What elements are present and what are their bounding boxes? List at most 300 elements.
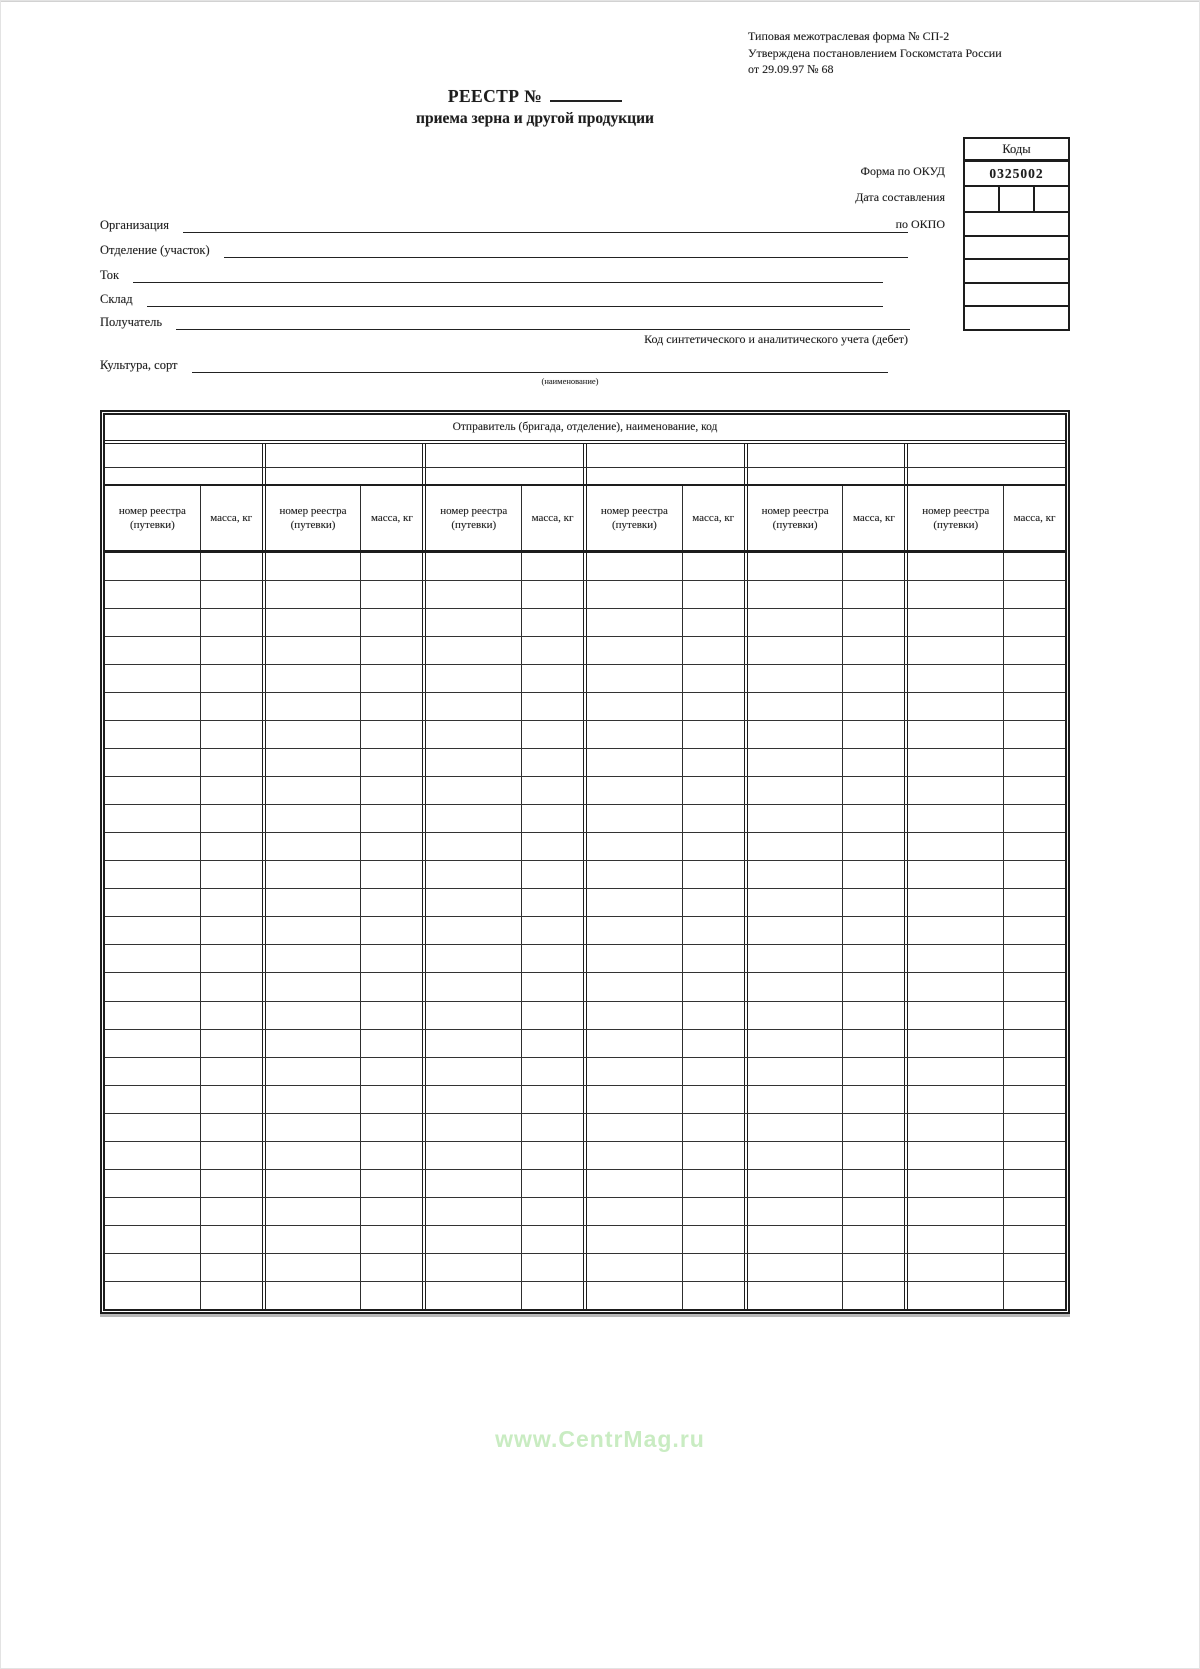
sender-group-cell [105,665,262,692]
sender-group-cell [904,1282,1065,1309]
table-cell-number [266,973,361,1000]
table-cell-mass [842,945,904,972]
table-cell-number [266,553,361,580]
sender-group-cell [583,721,744,748]
watermark: www.CentrMag.ru [495,1426,705,1452]
sender-group-cell [904,777,1065,804]
table-cell-mass [200,609,262,636]
sender-group-cell [422,1086,583,1113]
sender-header-label: Отправитель (бригада, отделение), наименование, код [452,421,718,433]
sender-group-cell [744,486,905,550]
table-cell-mass [842,1058,904,1085]
sender-group-cell [904,609,1065,636]
table-cell-number [105,833,200,860]
sender-group-cell [583,1198,744,1225]
table-cell-number [748,693,843,720]
sender-group-cell [904,665,1065,692]
field-label: Получатель [100,315,163,329]
table-cell-mass [842,693,904,720]
table-cell-mass [842,1086,904,1113]
table-cell-mass [200,889,262,916]
table-cell-mass [360,1282,422,1309]
sender-group-cell [105,444,262,467]
table-cell-number [105,1226,200,1253]
sender-group-cell [583,1114,744,1141]
table-cell-number [908,665,1003,692]
okpo-code-cell [965,211,1068,235]
sender-group-cell [904,1002,1065,1029]
table-cell-mass [682,1170,744,1197]
table-cell-number [587,1198,682,1225]
table-row [105,1225,1065,1253]
sender-group-cell [262,486,423,550]
table-cell-number [748,609,843,636]
sender-group-cell [105,1198,262,1225]
sender-group-cell [904,444,1065,467]
table-cell-number [426,749,521,776]
sender-group-cell [262,609,423,636]
sender-group-cell [744,1170,905,1197]
table-cell-number [266,665,361,692]
table-cell-number [587,553,682,580]
table-cell-mass [1003,945,1065,972]
table-cell-number [908,1282,1003,1309]
sender-group-cell [105,553,262,580]
sender-group-cell [262,468,423,484]
table-cell-number [105,749,200,776]
table-cell-mass [521,1282,583,1309]
table-cell-number [748,665,843,692]
sender-group-cell [904,1254,1065,1281]
table-cell-number [908,581,1003,608]
table-cell-number [587,1058,682,1085]
table-cell-number [587,1282,682,1309]
table-cell-number [426,973,521,1000]
sender-group-cell [262,1198,423,1225]
table-cell-number [426,553,521,580]
sender-group-cell [105,1002,262,1029]
sender-group-cell [262,721,423,748]
table-cell-mass [682,889,744,916]
sender-group-cell [904,1058,1065,1085]
table-cell-number [426,665,521,692]
table-cell-number [748,581,843,608]
field-label: Культура, сорт [100,358,178,372]
table-cell-mass [1003,1114,1065,1141]
field-underline [147,285,883,307]
table-row [105,860,1065,888]
field-underline [176,308,910,330]
table-cell-mass [360,1058,422,1085]
table-cell-number [426,1030,521,1057]
table-cell-number [748,833,843,860]
form-note-line: от 29.09.97 № 68 [748,62,834,76]
table-cell-mass [521,917,583,944]
sender-group-cell [583,833,744,860]
table-cell-mass [360,861,422,888]
table-cell-number [426,637,521,664]
table-cell-mass [360,581,422,608]
sender-group-cell [583,973,744,1000]
table-cell-number [105,973,200,1000]
sender-group-cell [744,777,905,804]
table-cell-number [266,833,361,860]
table-cell-mass [1003,917,1065,944]
sender-group-cell [422,609,583,636]
table-cell-mass [360,1086,422,1113]
sender-group-cell [105,945,262,972]
table-cell-number [748,861,843,888]
register-table [100,410,1070,1314]
col-number-header: номер реестра (путевки) [279,504,347,531]
table-cell-number [587,1142,682,1169]
sender-group-cell [583,1058,744,1085]
table-cell-mass [682,861,744,888]
sender-group-cell [422,553,583,580]
table-cell-number [587,721,682,748]
table-cell-mass [360,1030,422,1057]
table-cell-number [266,749,361,776]
table-cell-number [266,1058,361,1085]
sender-group-cell [262,1058,423,1085]
sender-group-cell [744,721,905,748]
sender-group-cell [583,1226,744,1253]
table-cell-number [908,721,1003,748]
table-cell-number [105,609,200,636]
table-cell-mass [842,637,904,664]
table-cell-number [748,889,843,916]
field-underline [183,211,908,233]
table-cell-number [748,1170,843,1197]
sender-group-cell [904,973,1065,1000]
form-note [748,28,1078,78]
date-code-row [965,185,1068,211]
table-cell-mass [842,861,904,888]
sender-group-cell [422,1114,583,1141]
table-cell-mass [521,805,583,832]
sender-group-cell [744,1086,905,1113]
table-cell-number [105,721,200,748]
sender-group-cell [583,468,744,484]
table-row [105,1253,1065,1281]
table-cell-number [587,1114,682,1141]
table-cell-number [266,637,361,664]
table-cell-number [908,1114,1003,1141]
col-number-header: номер реестра (путевки) [440,504,508,531]
table-cell-mass [682,805,744,832]
sender-group-cell [904,693,1065,720]
table-cell-number [105,1198,200,1225]
table-row [105,692,1065,720]
table-cell-mass [521,973,583,1000]
table-cell-mass [842,749,904,776]
table-row [105,1281,1065,1309]
table-cell-mass [200,637,262,664]
table-cell-number [105,1254,200,1281]
table-cell-mass [521,945,583,972]
table-cell-number [105,1142,200,1169]
sender-group-cell [904,917,1065,944]
table-cell-number [105,805,200,832]
table-cell-number [587,1170,682,1197]
sender-group-cell [422,1198,583,1225]
sender-group-cell [262,833,423,860]
table-cell-number [266,581,361,608]
sender-code-row [105,468,1065,486]
table-cell-number [908,833,1003,860]
sender-group-cell [904,1170,1065,1197]
table-row [105,636,1065,664]
table-cell-number [426,917,521,944]
culture-sublabel: (наименование) [541,376,599,386]
sender-group-cell [105,637,262,664]
sender-group-cell [262,889,423,916]
table-cell-number [587,637,682,664]
table-cell-number [426,693,521,720]
table-cell-mass [521,581,583,608]
table-cell-mass [200,945,262,972]
sender-group-cell [262,693,423,720]
table-cell-number [908,889,1003,916]
table-cell-mass [360,1254,422,1281]
sender-group-cell [422,1282,583,1309]
sender-group-cell [422,1226,583,1253]
table-cell-mass [1003,693,1065,720]
sender-group-cell [422,777,583,804]
sender-group-cell [583,486,744,550]
table-cell-number [587,693,682,720]
table-cell-mass [842,1114,904,1141]
sender-group-cell [583,889,744,916]
sender-group-cell [422,444,583,467]
sender-group-cell [583,777,744,804]
table-cell-number [908,777,1003,804]
sender-group-cell [904,1226,1065,1253]
table-cell-mass [360,609,422,636]
table-cell-number [105,1282,200,1309]
col-mass-header: масса, кг [1003,486,1065,550]
sender-group-cell [904,1086,1065,1113]
table-cell-number [105,917,200,944]
table-cell-number [748,805,843,832]
table-cell-number [426,1114,521,1141]
table-cell-mass [842,917,904,944]
table-row [105,1141,1065,1169]
table-cell-mass [842,553,904,580]
sender-group-cell [583,1002,744,1029]
sender-group-cell [744,1198,905,1225]
table-row [105,804,1065,832]
table-cell-mass [521,749,583,776]
col-mass-header: масса, кг [521,486,583,550]
table-cell-number [426,805,521,832]
table-cell-number [426,1170,521,1197]
table-cell-number [587,749,682,776]
table-cell-number [587,1002,682,1029]
table-cell-number [105,889,200,916]
sender-group-cell [422,1170,583,1197]
table-cell-mass [1003,749,1065,776]
table-cell-mass [1003,637,1065,664]
sender-group-cell [583,581,744,608]
table-cell-number [426,861,521,888]
sender-group-cell [744,889,905,916]
table-cell-number [105,777,200,804]
sender-group-cell [262,917,423,944]
table-cell-mass [682,777,744,804]
table-cell-mass [682,1226,744,1253]
table-cell-number [748,917,843,944]
sender-group-cell [744,973,905,1000]
sender-group-cell [105,1142,262,1169]
sender-group-cell [744,553,905,580]
table-cell-mass [200,973,262,1000]
table-cell-mass [521,1254,583,1281]
col-number-header: номер реестра (путевки) [922,504,990,531]
sender-group-cell [904,1114,1065,1141]
field-row-tok [100,262,883,283]
table-cell-mass [842,777,904,804]
table-cell-mass [1003,609,1065,636]
table-cell-mass [682,1114,744,1141]
sender-group-cell [744,749,905,776]
sender-group-cell [422,581,583,608]
table-cell-mass [842,889,904,916]
sender-group-cell [583,637,744,664]
table-row [105,1001,1065,1029]
table-cell-mass [200,861,262,888]
sender-group-cell [904,1198,1065,1225]
sender-group-cell [744,444,905,467]
table-cell-mass [360,553,422,580]
table-cell-mass [200,1282,262,1309]
table-cell-mass [682,1254,744,1281]
table-cell-mass [200,1254,262,1281]
table-cell-number [426,1058,521,1085]
table-cell-number [105,1058,200,1085]
sender-group-cell [262,1142,423,1169]
table-row [105,1029,1065,1057]
sender-group-cell [583,1142,744,1169]
table-cell-mass [521,861,583,888]
table-cell-mass [842,581,904,608]
table-cell-mass [521,889,583,916]
table-cell-number [266,1030,361,1057]
table-cell-mass [521,1086,583,1113]
table-cell-number [105,1086,200,1113]
sender-group-cell [105,609,262,636]
table-cell-mass [682,1282,744,1309]
sender-group-cell [422,1002,583,1029]
table-cell-number [266,945,361,972]
table-row [105,944,1065,972]
table-cell-number [908,553,1003,580]
page-subtitle: приема зерна и другой продукции [416,110,654,127]
table-cell-mass [1003,1058,1065,1085]
table-cell-mass [200,553,262,580]
table-cell-mass [200,581,262,608]
sender-group-cell [744,861,905,888]
sender-group-cell [422,945,583,972]
field-row-organization [100,212,908,233]
sender-group-cell [904,553,1065,580]
sender-group-cell [105,1254,262,1281]
column-header-row [105,486,1065,553]
table-cell-number [908,1142,1003,1169]
table-cell-mass [842,1002,904,1029]
table-cell-mass [360,1226,422,1253]
table-row [105,1113,1065,1141]
table-cell-number [587,889,682,916]
sender-group-cell [744,637,905,664]
field-label: Организация [100,218,169,232]
table-cell-number [426,1254,521,1281]
table-cell-mass [682,1142,744,1169]
date-label: Дата составления [855,190,945,204]
sender-group-cell [262,553,423,580]
okud-form-label: Форма по ОКУД [860,164,945,178]
table-cell-number [748,749,843,776]
table-cell-number [266,1142,361,1169]
sender-group-cell [583,805,744,832]
table-cell-number [426,945,521,972]
sender-group-cell [422,486,583,550]
sender-group-cell [262,1086,423,1113]
table-cell-mass [682,553,744,580]
table-cell-mass [842,665,904,692]
table-cell-number [908,1198,1003,1225]
table-cell-mass [360,637,422,664]
table-cell-number [908,861,1003,888]
table-cell-mass [200,749,262,776]
table-cell-mass [1003,833,1065,860]
table-cell-number [426,1142,521,1169]
table-cell-mass [682,1002,744,1029]
table-cell-mass [842,973,904,1000]
table-cell-number [908,917,1003,944]
sender-group-cell [422,693,583,720]
table-cell-number [105,693,200,720]
sender-group-cell [262,1030,423,1057]
sender-group-cell [744,1002,905,1029]
table-cell-number [748,1086,843,1113]
sender-group-cell [744,1282,905,1309]
table-cell-mass [360,749,422,776]
sender-group-cell [262,581,423,608]
table-row [105,972,1065,1000]
col-number-header: номер реестра (путевки) [118,504,186,531]
title-block [300,86,770,128]
table-cell-mass [682,945,744,972]
table-cell-number [266,917,361,944]
table-row [105,1169,1065,1197]
sender-group-cell [583,609,744,636]
table-cell-mass [842,1282,904,1309]
table-cell-number [908,1086,1003,1113]
sender-group-cell [105,468,262,484]
table-cell-number [266,1282,361,1309]
table-cell-mass [521,553,583,580]
col-mass-header: масса, кг [200,486,262,550]
sender-group-cell [904,1142,1065,1169]
col-number-header: номер реестра (путевки) [761,504,829,531]
table-cell-number [266,721,361,748]
sender-group-cell [904,486,1065,550]
table-cell-mass [200,777,262,804]
sender-group-cell [583,945,744,972]
table-cell-mass [842,1030,904,1057]
table-cell-number [908,1170,1003,1197]
